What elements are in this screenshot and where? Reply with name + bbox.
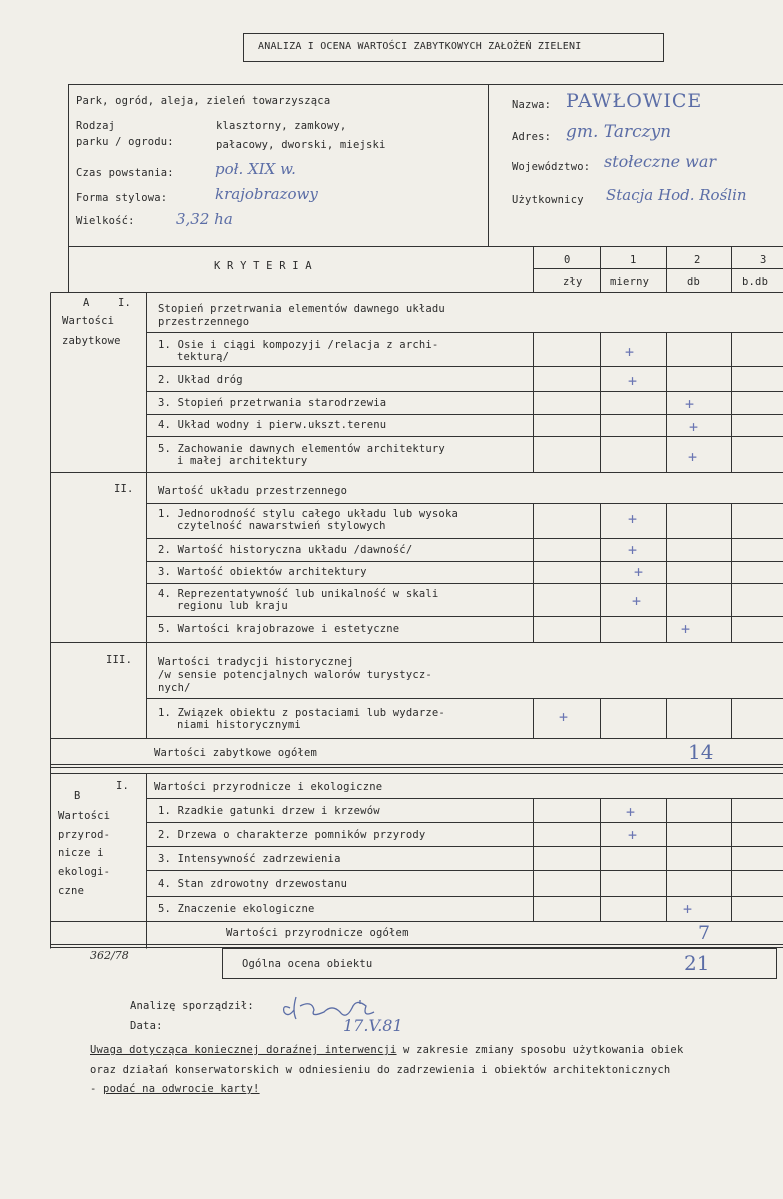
form-title: ANALIZA I OCENA WARTOŚCI ZABYTKOWYCH ZAŁOŻEŃ ZIELENI bbox=[258, 41, 582, 52]
a-iii-item-1-cont: niami historycznymi bbox=[177, 719, 301, 731]
a-i-title-2: przestrzennego bbox=[158, 316, 250, 328]
col-3-label: b.db bbox=[742, 276, 769, 288]
b-total-label: Wartości przyrodnicze ogółem bbox=[226, 927, 409, 939]
czas-value: poł. XIX w. bbox=[215, 160, 296, 178]
forma-label: Forma stylowa: bbox=[76, 192, 168, 204]
note-underlined: Uwaga dotycząca koniecznej doraźnej interwencji bbox=[90, 1044, 397, 1056]
a-iii-title-1: Wartości tradycji historycznej bbox=[158, 656, 354, 668]
a-i-item-5-cont: i małej architektury bbox=[177, 455, 308, 467]
rodzaj-options-2: pałacowy, dworski, miejski bbox=[216, 139, 386, 151]
nazwa-value: PAWŁOWICE bbox=[566, 90, 703, 112]
section-a-roman: I. bbox=[118, 297, 132, 309]
section-b-name-4: ekologi- bbox=[58, 866, 111, 878]
mark-a-i-4: + bbox=[689, 418, 699, 436]
a-iii-title-3: nych/ bbox=[158, 682, 191, 694]
a-iii-item-1: 1. Związek obiektu z postaciami lub wydarze- bbox=[158, 707, 445, 719]
a-iii-roman: III. bbox=[106, 654, 133, 666]
overall-label: Ogólna ocena obiektu bbox=[242, 958, 373, 970]
section-b-name-2: przyrod- bbox=[58, 829, 111, 841]
section-b-name-1: Wartości bbox=[58, 810, 111, 822]
uzytkownicy-label: Użytkownicy bbox=[512, 194, 584, 206]
a-i-item-5: 5. Zachowanie dawnych elementów architektury bbox=[158, 443, 445, 455]
col-1-num: 1 bbox=[630, 254, 637, 266]
mark-a-i-2: + bbox=[628, 372, 638, 390]
note-line-1 bbox=[90, 1044, 683, 1056]
file-number: 362/78 bbox=[90, 949, 129, 962]
mark-a-ii-3: + bbox=[634, 563, 644, 581]
col-3-num: 3 bbox=[760, 254, 767, 266]
a-total-label: Wartości zabytkowe ogółem bbox=[154, 747, 318, 759]
note-dash: - bbox=[90, 1083, 104, 1095]
b-item-1: 1. Rzadkie gatunki drzew i krzewów bbox=[158, 805, 380, 817]
b-item-4: 4. Stan zdrowotny drzewostanu bbox=[158, 878, 348, 890]
mark-a-i-1: + bbox=[625, 343, 635, 361]
date-value: 17.V.81 bbox=[343, 1016, 403, 1035]
wojewodztwo-label: Województwo: bbox=[512, 161, 591, 173]
a-i-item-1: 1. Osie i ciągi kompozyji /relacja z archi- bbox=[158, 339, 439, 351]
b-item-2: 2. Drzewa o charakterze pomników przyrody bbox=[158, 829, 426, 841]
wielkosc-value: 3,32 ha bbox=[176, 210, 233, 228]
mark-b-5: + bbox=[683, 900, 693, 918]
col-2-num: 2 bbox=[694, 254, 701, 266]
wielkosc-label: Wielkość: bbox=[76, 215, 135, 227]
analysis-label: Analizę sporządził: bbox=[130, 1000, 254, 1012]
wojewodztwo-value: stołeczne war bbox=[604, 152, 717, 171]
a-ii-item-1-cont: czytelność nawarstwień stylowych bbox=[177, 520, 386, 532]
col-0-num: 0 bbox=[564, 254, 571, 266]
rodzaj-label-2: parku / ogrodu: bbox=[76, 136, 174, 148]
nazwa-label: Nazwa: bbox=[512, 99, 552, 111]
a-ii-item-4: 4. Reprezentatywność lub unikalność w skali bbox=[158, 588, 439, 600]
col-2-label: db bbox=[687, 276, 701, 288]
kryteria-label: K R Y T E R I A bbox=[214, 260, 312, 272]
a-i-item-2: 2. Układ dróg bbox=[158, 374, 243, 386]
a-ii-item-2: 2. Wartość historyczna układu /dawność/ bbox=[158, 544, 413, 556]
adres-value: gm. Tarczyn bbox=[566, 122, 672, 142]
a-ii-item-1: 1. Jednorodność stylu całego układu lub wysoka bbox=[158, 508, 458, 520]
note-rest: w zakresie zmiany sposobu użytkowania obiek bbox=[396, 1044, 684, 1056]
a-i-item-4: 4. Układ wodny i pierw.ukszt.terenu bbox=[158, 419, 387, 431]
section-b-roman: I. bbox=[116, 780, 130, 792]
forma-value: krajobrazowy bbox=[215, 185, 318, 203]
a-total-value: 14 bbox=[688, 740, 714, 764]
uzytkownicy-value: Stacja Hod. Roślin bbox=[606, 186, 747, 204]
mark-a-i-5: + bbox=[688, 448, 698, 466]
mark-b-2: + bbox=[628, 826, 638, 844]
note-line-3 bbox=[90, 1083, 260, 1095]
a-i-item-1-cont: tekturą/ bbox=[177, 351, 230, 363]
mark-a-iii-1: + bbox=[559, 708, 569, 726]
a-ii-item-3: 3. Wartość obiektów architektury bbox=[158, 566, 367, 578]
czas-label: Czas powstania: bbox=[76, 167, 174, 179]
a-ii-item-4-cont: regionu lub kraju bbox=[177, 600, 288, 612]
note-line-2: oraz działań konserwatorskich w odniesieniu do zadrzewienia i obiektów architektonicznych bbox=[90, 1064, 671, 1076]
overall-value: 21 bbox=[684, 951, 710, 975]
col-0-label: zły bbox=[563, 276, 583, 288]
mark-a-ii-1: + bbox=[628, 510, 638, 528]
a-i-item-3: 3. Stopień przetrwania starodrzewia bbox=[158, 397, 387, 409]
mark-a-i-3: + bbox=[685, 395, 695, 413]
b-item-5: 5. Znaczenie ekologiczne bbox=[158, 903, 315, 915]
b-item-3: 3. Intensywność zadrzewienia bbox=[158, 853, 341, 865]
note-underlined-2: podać na odwrocie karty! bbox=[103, 1083, 260, 1095]
section-a-name-1: Wartości bbox=[62, 315, 115, 327]
a-ii-title: Wartość układu przestrzennego bbox=[158, 485, 348, 497]
a-ii-item-5: 5. Wartości krajobrazowe i estetyczne bbox=[158, 623, 400, 635]
b-title: Wartości przyrodnicze i ekologiczne bbox=[154, 781, 383, 793]
b-total-value: 7 bbox=[698, 922, 711, 944]
adres-label: Adres: bbox=[512, 131, 552, 143]
date-label: Data: bbox=[130, 1020, 163, 1032]
rodzaj-options-1: klasztorny, zamkowy, bbox=[216, 120, 347, 132]
park-type-line: Park, ogród, aleja, zieleń towarzysząca bbox=[76, 95, 331, 107]
a-ii-roman: II. bbox=[114, 483, 134, 495]
a-i-title-1: Stopień przetrwania elementów dawnego układu bbox=[158, 303, 445, 315]
mark-a-ii-2: + bbox=[628, 541, 638, 559]
mark-b-1: + bbox=[626, 803, 636, 821]
mark-a-ii-4: + bbox=[632, 592, 642, 610]
section-a-name-2: zabytkowe bbox=[62, 335, 121, 347]
mark-a-ii-5: + bbox=[681, 620, 691, 638]
section-a-letter: A bbox=[83, 297, 90, 309]
section-b-name-5: czne bbox=[58, 885, 85, 897]
section-b-letter: B bbox=[74, 790, 81, 802]
rodzaj-label: Rodzaj bbox=[76, 120, 116, 132]
section-b-name-3: nicze i bbox=[58, 847, 104, 859]
a-iii-title-2: /w sensie potencjalnych walorów turystycz- bbox=[158, 669, 432, 681]
col-1-label: mierny bbox=[610, 276, 650, 288]
